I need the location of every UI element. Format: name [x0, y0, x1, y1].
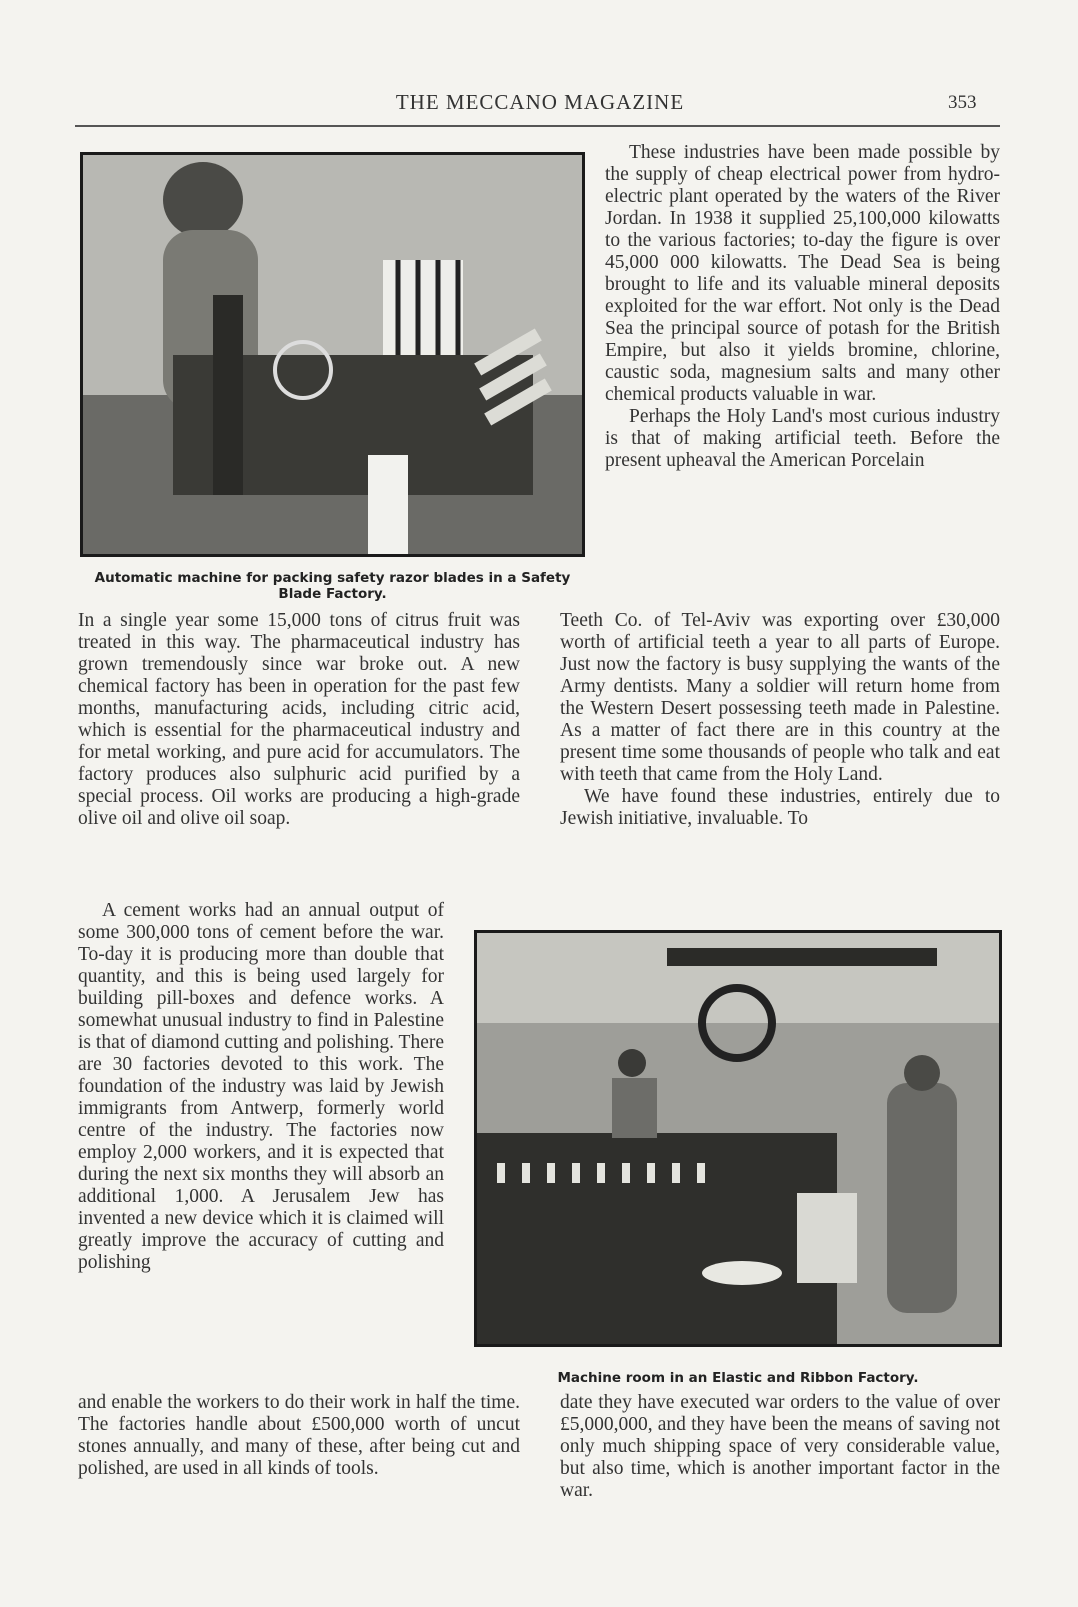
magazine-title: THE MECCANO MAGAZINE — [395, 90, 685, 114]
razor-blade-machine-photo — [80, 152, 585, 557]
header-rule — [75, 125, 1000, 127]
paragraph: and enable the workers to do their work in half the time. The factories handle about £500,000 worth of uncut stones annually, and many of these, after being cut and polished, are used in all kinds of tools. — [78, 1392, 520, 1479]
paragraph: Perhaps the Holy Land's most curious industry is that of making artificial teeth. Before the present upheaval the American Porcelain — [605, 406, 1000, 471]
paragraph-left-middle — [78, 610, 520, 830]
paragraph-left-bottom — [78, 1392, 520, 1480]
photo-illustration — [83, 155, 582, 554]
paragraph-right-bottom — [560, 1392, 1000, 1502]
figure-caption-2: Machine room in an Elastic and Ribbon Factory. — [557, 1370, 919, 1386]
paragraph: We have found these industries, entirely due to Jewish initiative, invaluable. To — [560, 786, 1000, 829]
paragraph-right-top — [605, 142, 1000, 472]
paragraph: These industries have been made possible by the supply of cheap electrical power from hydro-electric plant operated by the waters of the River Jordan. In 1938 it supplied 25,100,000 kilowatts to the various factories; to-day the figure is over 45,000 000 kilowatts. The Dead Sea is being brought to life and its valuable mineral deposits exploited for the war effort. Not only is the Dead Sea the principal source of potash for the British Empire, but also it yields bromine, chlorine, caustic soda, magnesium salts and many other chemical products valuable in war. — [605, 142, 1000, 405]
photo-illustration — [477, 933, 999, 1344]
paragraph: Teeth Co. of Tel-Aviv was exporting over £30,000 worth of artificial teeth a year to all parts of Europe. Just now the factory is busy supplying the wants of the Army dentists. Many a soldier will return home from the Western Desert possessing teeth made in Palestine. As a matter of fact there are in this country at the present time some thousands of people who talk and eat with teeth that came from the Holy Land. — [560, 610, 1000, 785]
paragraph: In a single year some 15,000 tons of citrus fruit was treated in this way. The pharmaceutical industry has grown tremendously since war broke out. A new chemical factory has been in operation for the past few months, manufacturing acids, including citric acid, which is essential for the pharmaceutical industry and for metal working, and pure acid for accumulators. The factory produces also sulphuric acid purified by a special process. Oil works are producing a high-grade olive oil and olive oil soap. — [78, 610, 520, 829]
paragraph-left-narrow — [78, 900, 444, 1274]
paragraph: date they have executed war orders to the value of over £5,000,000, and they have been the means of saving not only much shipping space of very considerable value, but also time, which is another important factor in the war. — [560, 1392, 1000, 1501]
paragraph: A cement works had an annual output of some 300,000 tons of cement before the war. To-day it is producing more than double that quantity, and this is being used largely for building pill-boxes and defence works. A somewhat unusual industry to find in Palestine is that of diamond cutting and polishing. There are 30 factories devoted to this work. The foundation of the industry was laid by Jewish immigrants from Antwerp, formerly world centre of the industry. The factories now employ 2,000 workers, and it is expected that during the next six months they will absorb an additional 1,000. A Jerusalem Jew has invented a new device which it is claimed will greatly improve the accuracy of cutting and polishing — [78, 900, 444, 1273]
page-number: 353 — [948, 92, 977, 113]
paragraph-right-middle — [560, 610, 1000, 830]
figure-caption-1: Automatic machine for packing safety razor blades in a Safety Blade Factory. — [94, 570, 571, 602]
ribbon-factory-photo — [474, 930, 1002, 1347]
